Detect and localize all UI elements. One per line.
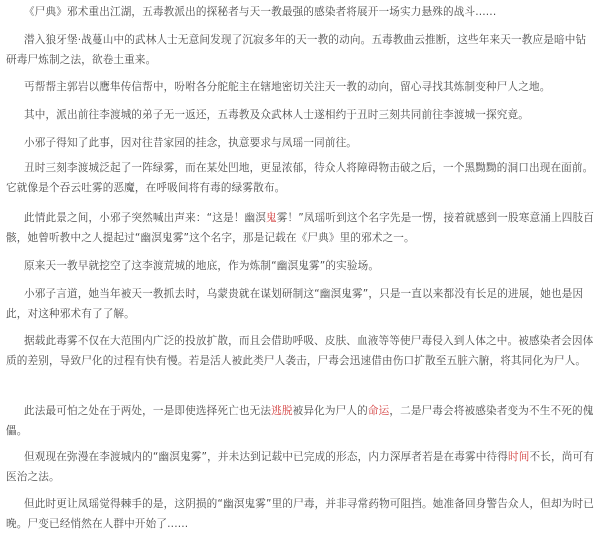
highlighted-keyword: 逃脱	[271, 405, 293, 417]
paragraph-text: 但此时更让凤瑶觉得棘手的是，这阴损的“幽溟鬼雾”里的尸毒，并非寻常药物可阻挡。她准备回身警告众人，但却为时已晚。尸变已经悄然在人群中开始了......	[6, 498, 594, 530]
paragraph	[6, 158, 594, 198]
paragraph	[6, 77, 594, 97]
paragraph	[6, 401, 594, 441]
paragraph-text: 小邪子得知了此事，因对往昔家园的挂念，执意要求与凤瑶一同前往。	[24, 137, 358, 149]
paragraph	[6, 447, 594, 487]
paragraph-text: 此情此景之间，小邪子突然喊出声来：“这是！幽溟	[24, 212, 266, 224]
paragraph	[6, 2, 594, 22]
paragraph-text: 雾！”凤瑶听到这个名字先是一愣，接着就感到一股寒意涌上四肢百骸，她曾听教中之人提起过“幽溟鬼雾”这个名字，那是记载在《尸典》里的邪术之一。	[6, 212, 594, 244]
paragraph	[6, 331, 594, 371]
paragraph-text: 此法最可怕之处在于两处，一是即使选择死亡也无法	[24, 405, 272, 417]
paragraph	[6, 133, 594, 153]
paragraph-text: ，二是尸毒会将被感染者变为不生不死的傀儡。	[6, 405, 594, 437]
paragraph	[6, 30, 594, 70]
paragraph-text: 据载此毒雾不仅在大范围内广泛的投放扩散，而且会借助呼吸、皮肤、血液等等使尸毒侵入到人体之中。被感染者会因体质的差别，导致尸化的过程有快有慢。若是活人被此类尸人袭击，尸毒会迅速借由伤口扩散至五脏六腑，将其同化为尸人。	[6, 335, 594, 367]
paragraph	[6, 284, 594, 324]
paragraph-text: 丑时三刻李渡城泛起了一阵绿雾，而在某处凹地，更显浓郁，待众人将障碍物击破之后，一个黑黝黝的洞口出现在面前。它就像是个吞云吐雾的恶魔，在呼吸间将有毒的绿雾散布。	[6, 162, 594, 194]
paragraph	[6, 208, 594, 248]
paragraph	[6, 105, 594, 125]
paragraph-text: 但观现在弥漫在李渡城内的“幽溟鬼雾”，并未达到记载中已完成的形态，内力深厚者若是在毒雾中待得	[24, 451, 508, 463]
paragraph-text: 原来天一教早就挖空了这李渡荒城的地底，作为炼制“幽溟鬼雾”的实验场。	[24, 260, 380, 272]
paragraph-text: 潜入狼牙堡·战蔓山中的武林人士无意间发现了沉寂多年的天一教的动向。五毒教曲云推断，这些年来天一教应是暗中钻研毒尸炼制之法，欲卷土重来。	[6, 34, 587, 66]
paragraph	[6, 256, 594, 276]
paragraph-text: 被异化为尸人的	[292, 405, 368, 417]
highlighted-keyword: 时间	[508, 451, 530, 463]
highlighted-keyword: 鬼	[266, 212, 277, 224]
paragraph-text: 其中，派出前往李渡城的弟子无一返还，五毒教及众武林人士遂相约于丑时三刻共同前往李渡城一探究竟。	[24, 109, 529, 121]
paragraph-text: 不长，尚可有医治之法。	[6, 451, 594, 483]
paragraph-text: 小邪子言道，她当年被天一教抓去时，乌蒙贵就在谋划研制这“幽溟鬼雾”，只是一直以来都没有长足的进展，她也是因此，对这种邪术有了了解。	[6, 288, 584, 320]
paragraph-text: 丐帮帮主郭岩以鹰隼传信帮中，吩咐各分舵舵主在辖地密切关注天一教的动向，留心寻找其炼制变种尸人之地。	[24, 81, 551, 93]
highlighted-keyword: 命运	[367, 405, 390, 417]
paragraph-text: 《尸典》邪术重出江湖，五毒教派出的探秘者与天一教最强的感染者将展开一场实力悬殊的战斗......	[24, 6, 497, 18]
paragraph	[6, 494, 594, 534]
